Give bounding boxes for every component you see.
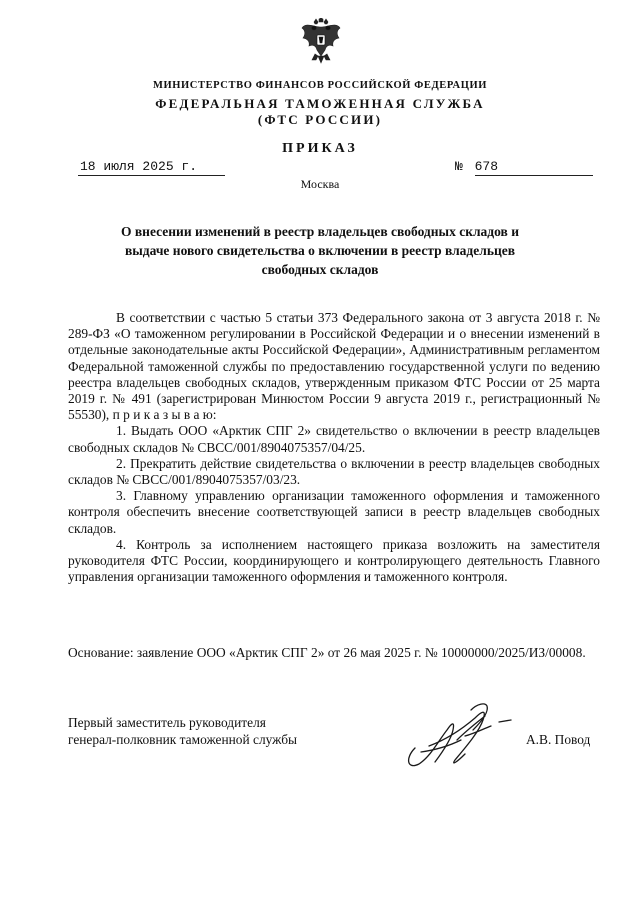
- order-number: 678: [475, 159, 593, 176]
- ministry-name: МИНИСТЕРСТВО ФИНАНСОВ РОССИЙСКОЙ ФЕДЕРАЦИИ: [152, 80, 488, 91]
- order-item-2: 2. Прекратить действие свидетельства о включении в реестр владельцев свободных складов № СВСС/001/8904075357/03/23.: [68, 455, 600, 488]
- order-item-4: 4. Контроль за исполнением настоящего приказа возложить на заместителя руководителя ФТС России, координирующего и контролирующего деятельность Главного управления организации таможенного оформления и таможенного контроля.: [68, 536, 600, 585]
- preamble-paragraph: В соответствии с частью 5 статьи 373 Федерального закона от 3 августа 2018 г. № 289-ФЗ «О таможенном регулировании в Российской Федерации и о внесении изменений в отдельные законодательные акты Российской Федерации», Административным регламентом Федеральной таможенной службы по предоставлению государственной услуги по ведению реестра владельцев свободных складов, утвержденным приказом ФТС России от 25 марта 2019 г. № 491 (зарегистрирован Минюстом России 9 августа 2019 г., регистрационный № 55530), п р и к а з ы в а ю:: [68, 310, 600, 423]
- service-header: [0, 96, 640, 128]
- order-title: ПРИКАЗ: [282, 141, 358, 156]
- order-item-1: 1. Выдать ООО «Арктик СПГ 2» свидетельство о включении в реестр владельцев свободных складов № СВСС/001/8904075357/04/25.: [68, 423, 600, 455]
- order-date: 18 июля 2025 г.: [78, 159, 225, 176]
- number-sign: №: [455, 159, 463, 174]
- service-name: ФЕДЕРАЛЬНАЯ ТАМОЖЕННАЯ СЛУЖБА: [155, 96, 485, 111]
- basis-paragraph: Основание: заявление ООО «Арктик СПГ 2» от 26 мая 2025 г. № 10000000/2025/ИЗ/00008.: [68, 645, 586, 660]
- service-abbreviation: (ФТС РОССИИ): [257, 112, 383, 127]
- handwritten-signature: [395, 700, 525, 775]
- position-line-1: Первый заместитель руководителя: [68, 715, 266, 730]
- coat-of-arms-emblem-icon: [300, 18, 342, 64]
- signatory-name: А.В. Повод: [526, 732, 591, 747]
- order-city: Москва: [300, 177, 340, 191]
- order-subject: О внесении изменений в реестр владельцев свободных складов и выдаче нового свидетельства о включении в реестр владельцев свободных складов: [121, 224, 519, 277]
- basis-section: [68, 645, 600, 661]
- position-line-2: генерал-полковник таможенной службы: [68, 732, 298, 747]
- signatory-position: [68, 714, 388, 748]
- order-body: [68, 310, 600, 585]
- order-item-3: 3. Главному управлению организации таможенного оформления и таможенного контроля обеспечить внесение соответствующей записи в реестр владельцев свободных складов.: [68, 488, 600, 536]
- order-number-block: [455, 159, 600, 176]
